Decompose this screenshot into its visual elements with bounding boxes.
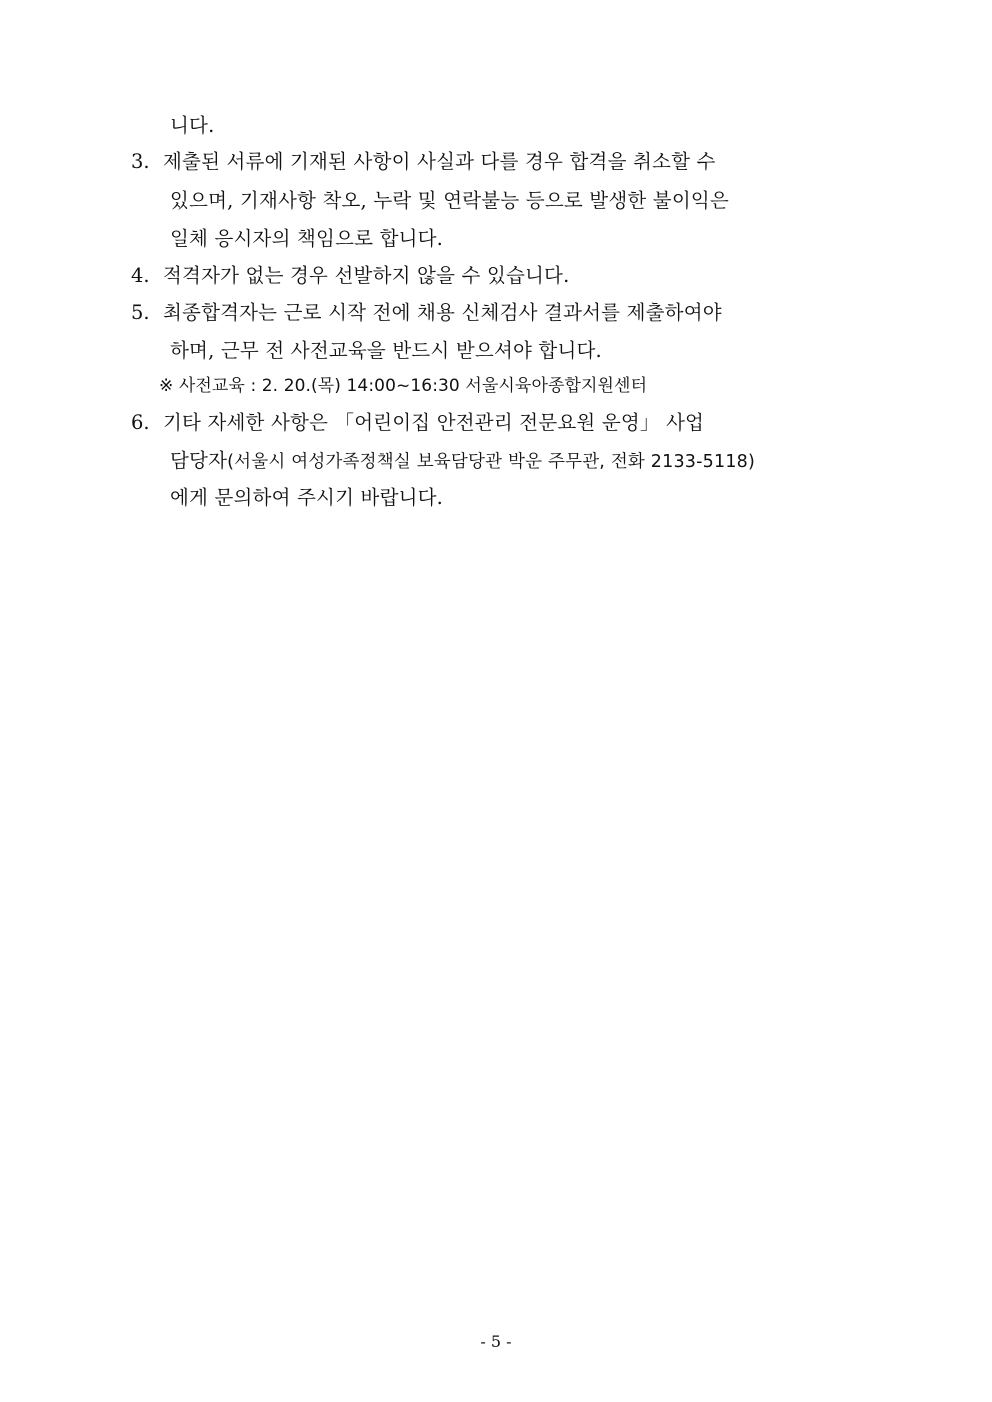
item-6-contact-info: (서울시 여성가족정책실 보육담당관 박운 주무관, 전화 2133-5118) <box>227 452 756 472</box>
item-6-line-2-prefix: 담당자 <box>170 449 228 472</box>
item-5-line-1: 최종합격자는 근로 시작 전에 채용 신체검사 결과서를 제출하여야 <box>163 301 722 324</box>
item-3-line-1: 제출된 서류에 기재된 사항이 사실과 다를 경우 합격을 취소할 수 <box>163 150 716 173</box>
item-number-4: 4. <box>131 264 150 287</box>
continuation-text: 니다. <box>170 114 215 137</box>
page-number: - 5 - <box>480 1332 512 1351</box>
item-6-line-1: 기타 자세한 사항은 「어린이집 안전관리 전문요원 운영」 사업 <box>163 411 705 434</box>
item-number-3: 3. <box>131 150 150 173</box>
item-6-line-3: 에게 문의하여 주시기 바랍니다. <box>170 486 444 509</box>
item-number-6: 6. <box>131 411 150 434</box>
item-4-line-1: 적격자가 없는 경우 선발하지 않을 수 있습니다. <box>163 264 570 287</box>
item-5-line-2: 하며, 근무 전 사전교육을 반드시 받으셔야 합니다. <box>170 339 602 362</box>
item-number-5: 5. <box>131 301 150 324</box>
item-3-line-3: 일체 응시자의 책임으로 합니다. <box>170 227 444 250</box>
item-3-line-2: 있으며, 기재사항 착오, 누락 및 연락불능 등으로 발생한 불이익은 <box>170 189 729 212</box>
item-6-line-2 <box>170 447 755 476</box>
item-5-note: ※ 사전교육 : 2. 20.(목) 14:00~16:30 서울시육아종합지원센터 <box>159 376 648 396</box>
